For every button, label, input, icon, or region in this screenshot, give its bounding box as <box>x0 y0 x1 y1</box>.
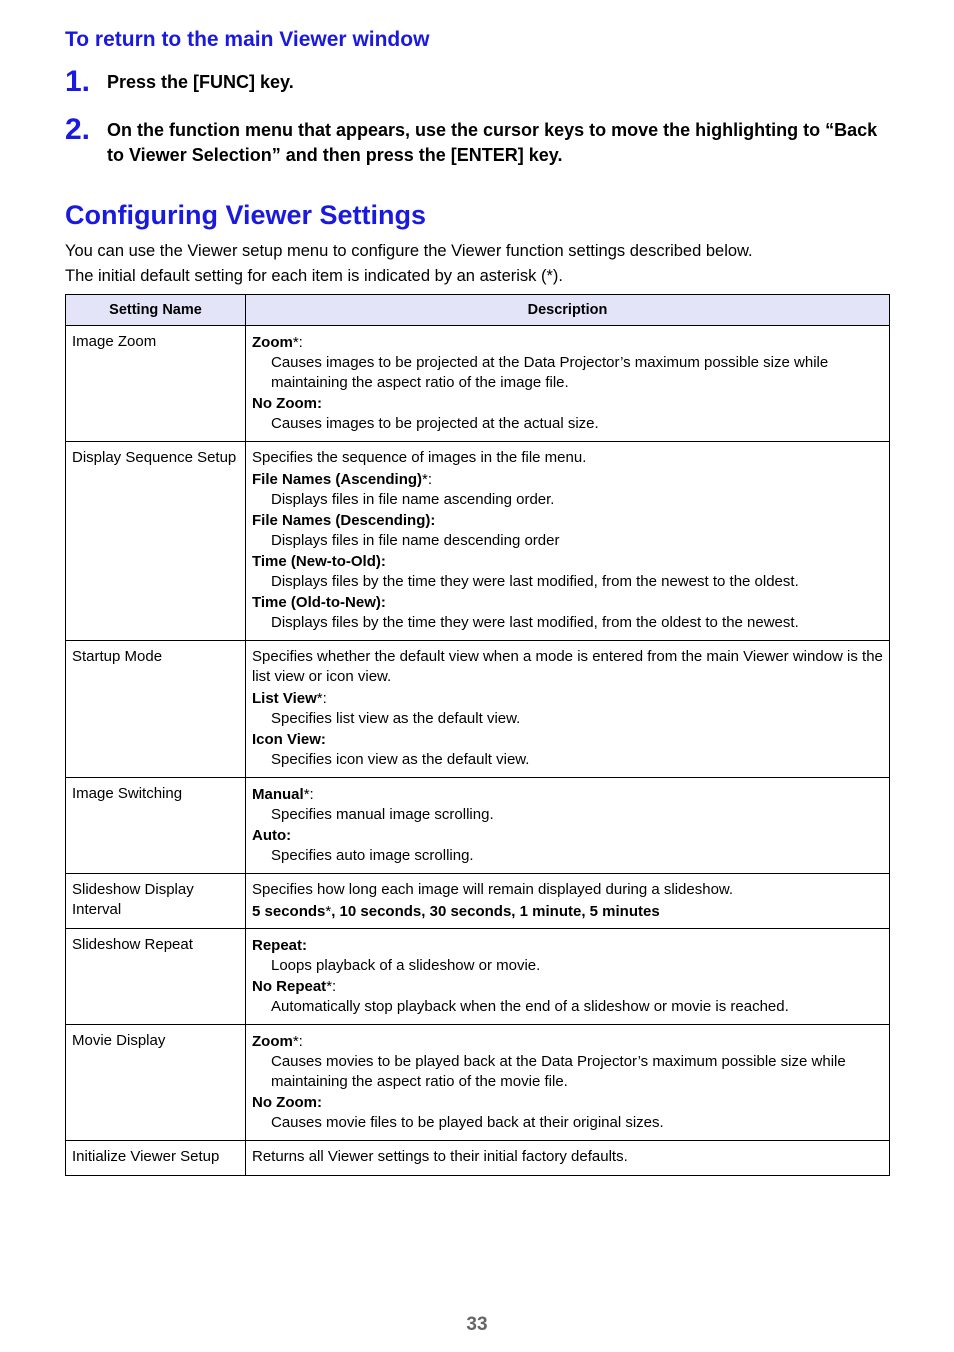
step-1 <box>65 65 895 98</box>
row-intro: Specifies the sequence of images in the file menu. <box>252 449 587 466</box>
row-intro: Specifies whether the default view when a mode is entered from the main Viewer window is the list view or icon view. <box>252 648 883 685</box>
table-row <box>66 1141 890 1176</box>
option-description: Displays files by the time they were last modified, from the oldest to the newest. <box>271 614 799 631</box>
setting-name-cell: Slideshow Repeat <box>66 929 246 1025</box>
description-cell <box>246 1025 890 1141</box>
option-label: Zoom*: <box>252 334 303 351</box>
table-row <box>66 326 890 442</box>
table-row <box>66 442 890 641</box>
option-label: Time (New-to-Old): <box>252 553 386 570</box>
description-cell <box>246 929 890 1025</box>
return-section-heading: To return to the main Viewer window <box>65 28 430 51</box>
option-label: No Zoom: <box>252 395 322 412</box>
option-description: Causes movies to be played back at the Data Projector’s maximum possible size while maintaining the aspect ratio of the movie file. <box>271 1053 846 1090</box>
description-cell <box>246 641 890 778</box>
option-description: Displays files in file name ascending order. <box>271 491 555 508</box>
intro-line: You can use the Viewer setup menu to configure the Viewer function settings described below. <box>65 242 753 260</box>
description-cell <box>246 778 890 874</box>
option-description: Loops playback of a slideshow or movie. <box>271 957 541 974</box>
table-header-row <box>66 295 890 326</box>
option-description: Causes images to be projected at the actual size. <box>271 415 599 432</box>
option-label: Auto: <box>252 827 292 844</box>
option-label: Icon View: <box>252 731 326 748</box>
step-text: On the function menu that appears, use the cursor keys to move the highlighting to “Back to Viewer Selection” and then press the [ENTER] key. <box>107 120 878 165</box>
section-title: Configuring Viewer Settings <box>65 200 427 230</box>
step-number: 1. <box>65 65 91 98</box>
step-text: Press the [FUNC] key. <box>107 72 294 92</box>
option-label: Zoom*: <box>252 1033 303 1050</box>
column-header-description: Description <box>246 295 890 326</box>
table-row <box>66 1025 890 1141</box>
section-intro <box>65 239 905 289</box>
interval-values: 5 seconds*, 10 seconds, 30 seconds, 1 minute, 5 minutes <box>252 903 660 920</box>
option-label: File Names (Descending): <box>252 512 436 529</box>
table-row <box>66 929 890 1025</box>
description-cell <box>246 1141 890 1176</box>
option-description: Automatically stop playback when the end of a slideshow or movie is reached. <box>271 998 789 1015</box>
option-description: Specifies list view as the default view. <box>271 710 521 727</box>
option-description: Causes images to be projected at the Data Projector’s maximum possible size while maintaining the aspect ratio of the image file. <box>271 354 829 391</box>
option-description: Causes movie files to be played back at their original sizes. <box>271 1114 664 1131</box>
option-label: No Repeat*: <box>252 978 337 995</box>
description-cell <box>246 442 890 641</box>
option-label: Repeat: <box>252 937 308 954</box>
setting-name-cell: Movie Display <box>66 1025 246 1141</box>
option-label: File Names (Ascending)*: <box>252 471 433 488</box>
row-intro: Returns all Viewer settings to their initial factory defaults. <box>252 1148 628 1165</box>
table-row <box>66 874 890 929</box>
setting-name-cell: Startup Mode <box>66 641 246 778</box>
page-number: 33 <box>466 1314 488 1335</box>
intro-line: The initial default setting for each item is indicated by an asterisk (*). <box>65 267 563 285</box>
setting-name-cell: Image Switching <box>66 778 246 874</box>
row-intro: Specifies how long each image will remain displayed during a slideshow. <box>252 881 734 898</box>
option-label: Time (Old-to-New): <box>252 594 386 611</box>
step-number: 2. <box>65 113 91 146</box>
table-row <box>66 641 890 778</box>
option-label: No Zoom: <box>252 1094 322 1111</box>
setting-name-cell: Initialize Viewer Setup <box>66 1141 246 1176</box>
option-description: Specifies auto image scrolling. <box>271 847 474 864</box>
option-label: Manual*: <box>252 786 314 803</box>
option-description: Specifies icon view as the default view. <box>271 751 530 768</box>
setting-name-cell: Slideshow Display Interval <box>66 874 246 929</box>
step-2 <box>65 115 895 168</box>
option-label: List View*: <box>252 690 327 707</box>
settings-table <box>65 294 890 1176</box>
description-cell <box>246 874 890 929</box>
setting-name-cell: Display Sequence Setup <box>66 442 246 641</box>
column-header-setting-name: Setting Name <box>66 295 246 326</box>
option-description: Displays files by the time they were last modified, from the newest to the oldest. <box>271 573 799 590</box>
option-description: Specifies manual image scrolling. <box>271 806 494 823</box>
setting-name-cell: Image Zoom <box>66 326 246 442</box>
table-row <box>66 778 890 874</box>
description-cell <box>246 326 890 442</box>
option-description: Displays files in file name descending order <box>271 532 560 549</box>
